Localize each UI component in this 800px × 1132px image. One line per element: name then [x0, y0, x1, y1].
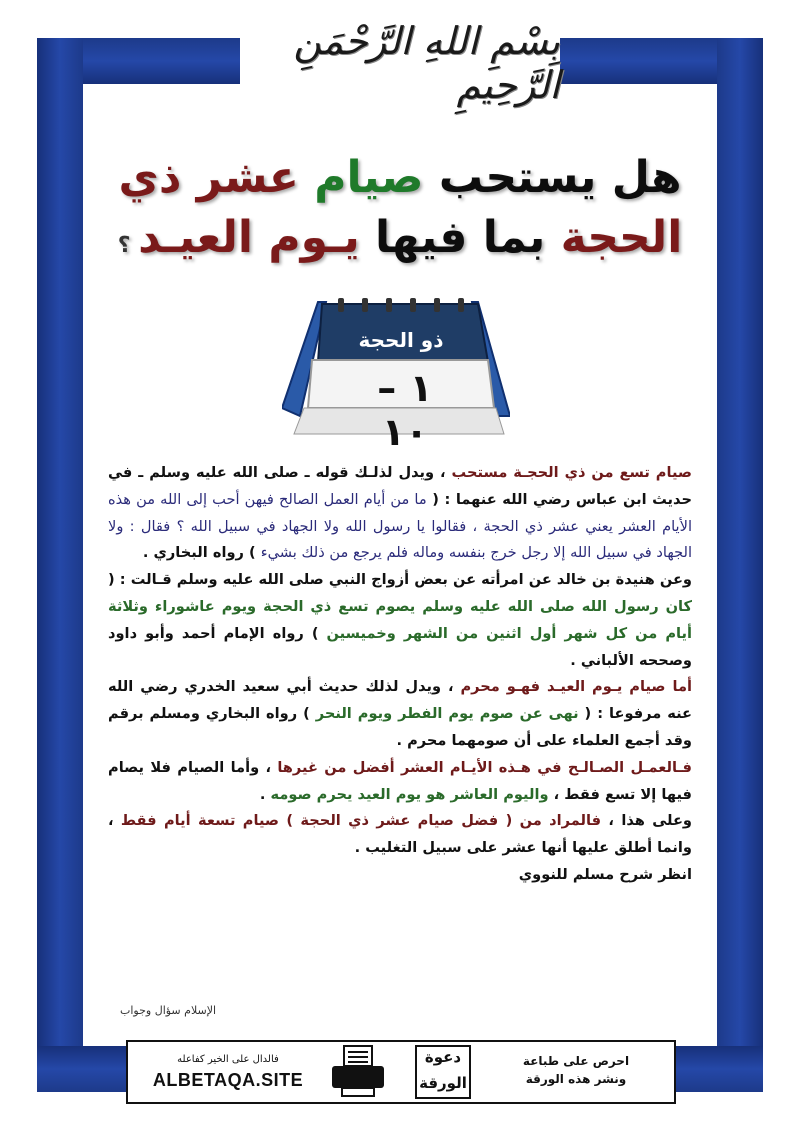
title-question-mark: ؟: [117, 233, 139, 258]
text-segment: .: [259, 785, 271, 803]
calendar-day-range: ١ – ١٠: [377, 366, 433, 454]
paragraph: [108, 755, 692, 809]
text-segment: ) رواه البخاري ومسلم برقم وقد أجمع العلماء على أن صومهما محرم .: [108, 705, 692, 749]
footer-print-note: [478, 1052, 674, 1088]
footer-site-link[interactable]: ALBETAQA.SITE: [152, 1070, 304, 1090]
page-title-line-2: [100, 208, 700, 276]
paragraph: [108, 460, 692, 567]
text-segment: واليوم العاشر هو يوم العيد يحرم صومه: [270, 785, 549, 803]
text-segment: انظر شرح مسلم للنووي: [518, 865, 692, 883]
text-segment: فـالعمـل الصـالـح في هـذه الأيـام العشر أفضل من غيرها: [277, 758, 692, 776]
footer-site-caption: فالدال على الخير كفاعله: [177, 1054, 279, 1065]
text-segment: ، ويدل لذلـك قوله ـ صلى الله عليه وسلم ـ في حديث ابن عباس رضي الله عنهما : (: [108, 464, 692, 508]
text-segment: أما صيام يـوم العيـد فهـو محرم: [460, 678, 692, 696]
text-segment: صيام تسع من ذي الحجـة مستحب: [451, 464, 692, 481]
text-segment: وعلى هذا ،: [601, 812, 693, 830]
printer-icon: [322, 1044, 412, 1100]
text-segment: كان رسول الله صلى الله عليه وسلم يصوم تسع ذي الحجة ويوم عاشوراء وثلاثة أيام من كل شهر أول اثنين من الشهر وخميسين: [108, 597, 692, 642]
text-segment: ، ويدل لذلك حديث أبي سعيد الخدري رضي الله عنه مرفوعا : (: [108, 678, 693, 723]
text-segment: فالمراد من ( فضل صيام عشر ذي الحجة ) صيام تسعة أيام فقط: [120, 812, 602, 830]
footer-print-line-2: ونشر هذه الورقة: [525, 1072, 627, 1086]
calendar-month-label: ذو الحجة: [358, 328, 444, 352]
title-segment: بما فيها: [359, 212, 546, 263]
footer-print-line-1: احرص على طباعة: [522, 1054, 630, 1068]
page-title-line-1: [100, 148, 700, 208]
frame-right-border: [717, 38, 763, 1092]
paragraph: [108, 567, 692, 674]
article-body: [108, 460, 692, 889]
basmala-header: [240, 8, 560, 118]
text-segment: ، وانما أطلق عليها أنها عشر على سبيل التغليب .: [108, 812, 692, 857]
title-segment: صيام: [298, 152, 424, 203]
title-segment: الحجة: [545, 212, 683, 263]
title-segment: عشر ذي: [118, 152, 299, 203]
text-segment: ، وأما الصيام فلا يصام فيها إلا تسع فقط ،: [108, 758, 692, 803]
source-credit: الإسلام سؤال وجواب: [120, 1004, 217, 1017]
paragraph: [108, 808, 692, 862]
paragraph: [108, 674, 692, 754]
basmala-calligraphy: بِسْمِ اللهِ الرَّحْمَنِ الرَّحِيمِ: [293, 19, 560, 107]
paragraph: [108, 862, 692, 889]
frame-left-border: [37, 38, 83, 1092]
text-segment: وعن هنيدة بن خالد عن امرأته عن بعض أزواج النبي صلى الله عليه وسلم قـالت : (: [108, 571, 692, 589]
text-segment: ) رواه الإمام أحمد وأبو داود وصححه الألباني .: [108, 624, 692, 669]
footer-logo-text: دعوة الورقة: [419, 1048, 467, 1092]
text-segment: نهى عن صوم يوم الفطر ويوم النحر: [315, 705, 579, 723]
title-segment: هل يستحب: [423, 152, 682, 203]
title-segment: يـوم العيـد: [138, 212, 360, 263]
text-segment: ) رواه البخاري .: [142, 544, 261, 562]
footer-logo: [414, 1044, 472, 1100]
text-segment: ما من أيام العمل الصالح فيهن أحب إلى الله من هذه الأيام العشر يعني عشر ذي الحجة ، فقالوا يا رسول الله ولا الجهاد في سبيل الله ؟ فقال : ولا الجهاد في سبيل الله إلا رجل خرج بنفسه وماله فلم يرجع من ذلك بشيء: [108, 490, 692, 562]
